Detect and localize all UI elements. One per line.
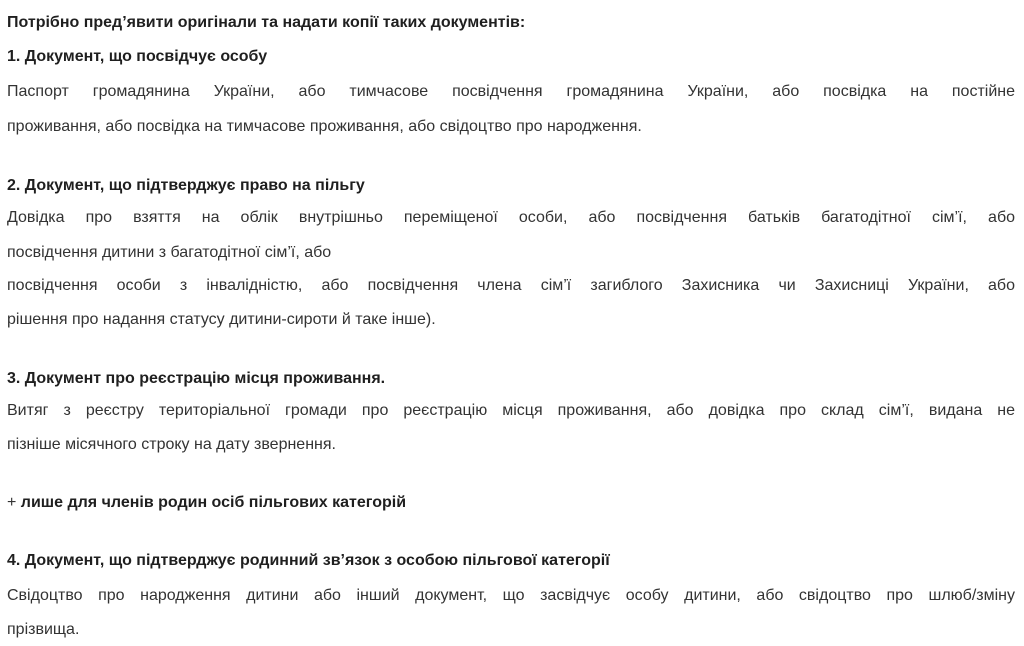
family-members-note-text: лише для членів родин осіб пільгових категорій [20, 494, 407, 511]
section-4-heading: 4. Документ, що підтверджує родинний зв’язок з особою пільгової категорії [7, 552, 610, 569]
section-2-heading: 2. Документ, що підтверджує право на пільгу [7, 177, 365, 194]
family-members-note [7, 493, 1015, 513]
section-3-text-line: пізніше місячного строку на дату звернення. [7, 436, 336, 453]
section-4-text-line: Свідоцтво про народження дитини або інший документ, що засвідчує особу дитини, або свідоцтво про шлюб/зміну [7, 587, 1015, 604]
section-3-heading: 3. Документ про реєстрацію місця проживання. [7, 370, 386, 387]
intro-heading: Потрібно пред’явити оригінали та надати копії таких документів: [7, 14, 526, 31]
section-1-heading: 1. Документ, що посвідчує особу [7, 48, 268, 65]
section-1-text-line: Паспорт громадянина України, або тимчасове посвідчення громадянина України, або посвідка на постійне [7, 83, 1015, 100]
section-2-text-line: Довідка про взяття на облік внутрішньо переміщеної особи, або посвідчення батьків багатодітної сім’ї, або [7, 209, 1015, 226]
section-2-text-line: посвідчення дитини з багатодітної сім’ї, або [7, 244, 332, 261]
section-1-text-line: проживання, або посвідка на тимчасове проживання, або свідоцтво про народження. [7, 118, 642, 135]
section-2-text-line: рішення про надання статусу дитини-сироти й таке інше). [7, 311, 436, 328]
plus-sign: + [7, 494, 17, 511]
section-4-text-line: прізвища. [7, 621, 80, 638]
section-2-text-line: посвідчення особи з інвалідністю, або посвідчення члена сім’ї загиблого Захисника чи Захисниці України, або [7, 277, 1015, 294]
section-3-text-line: Витяг з реєстру територіальної громади про реєстрацію місця проживання, або довідка про склад сім’ї, видана не [7, 402, 1015, 419]
